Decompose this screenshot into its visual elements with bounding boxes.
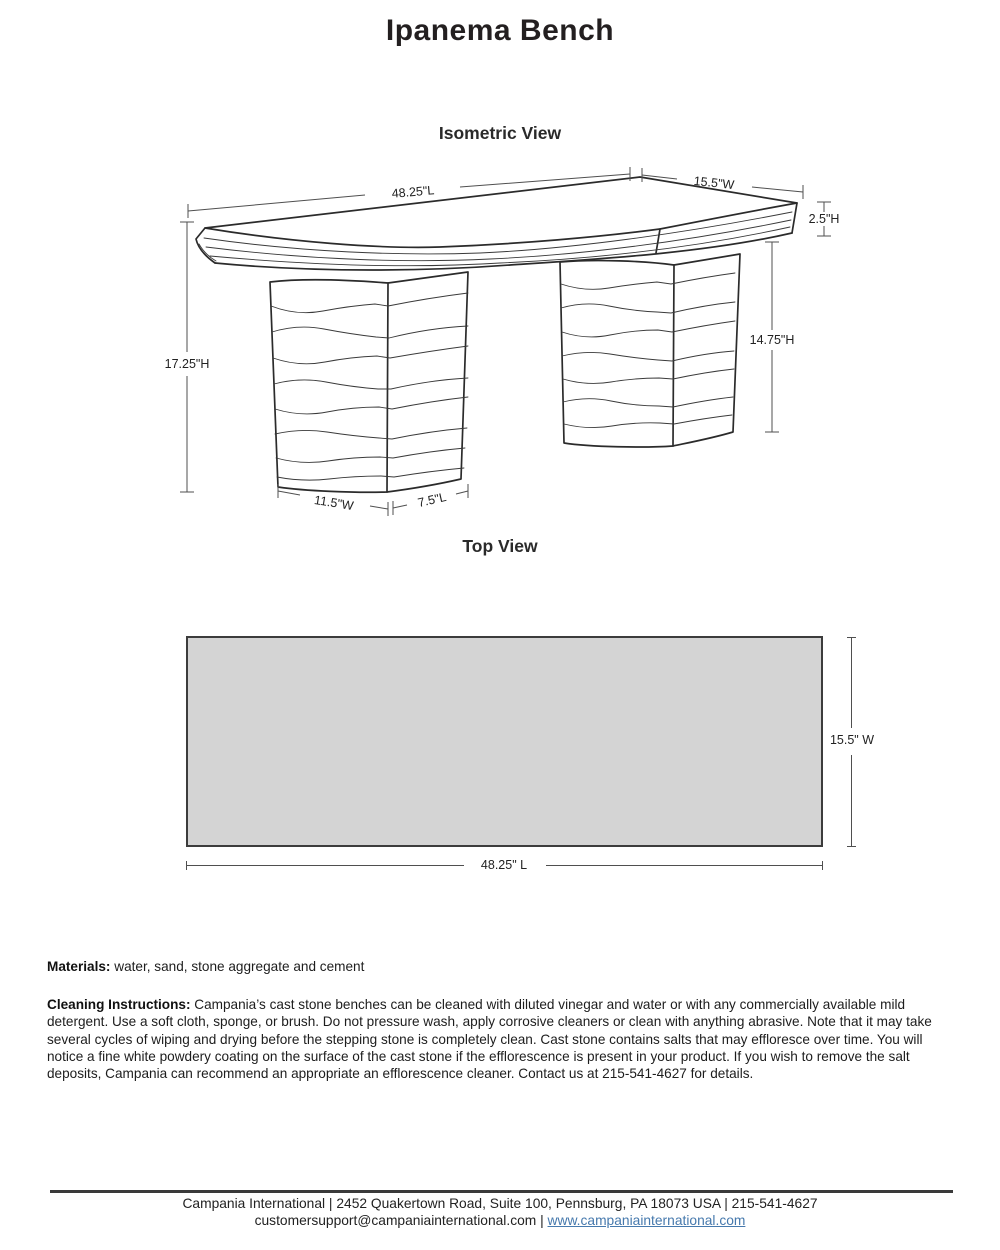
- tv-dim-length-tick-left: [186, 861, 187, 870]
- dim-width-label: 15.5"W: [693, 173, 735, 193]
- top-view-rectangle: [186, 636, 823, 847]
- tv-dim-length-line-right: [546, 865, 823, 866]
- dim-leg-height-label: 14.75"H: [749, 333, 795, 347]
- tv-dim-width-tick-bottom: [847, 846, 856, 847]
- cleaning-instructions-paragraph: [47, 996, 953, 1082]
- footer-email: customersupport@campaniainternational.com: [254, 1213, 537, 1228]
- footer-contact-line: [0, 1213, 1000, 1228]
- cleaning-instructions-label: Cleaning Instructions:: [47, 997, 191, 1012]
- dim-slab-height-label: 2.5"H: [808, 212, 840, 226]
- bench-right-leg: [560, 254, 740, 447]
- dim-total-height-17-25: [165, 222, 210, 492]
- dim-leg-width-label: 11.5"W: [313, 492, 355, 514]
- dim-total-height-label: 17.25"H: [164, 357, 210, 371]
- dim-length-label: 48.25"L: [391, 183, 435, 201]
- footer-divider: [50, 1190, 953, 1193]
- isometric-view-heading: Isometric View: [438, 123, 562, 143]
- dim-leg-length-7-5: [393, 484, 468, 515]
- page-title: Ipanema Bench: [385, 14, 615, 47]
- tv-dim-length-label: 48.25" L: [480, 858, 528, 872]
- tv-dim-length-tick-right: [822, 861, 823, 870]
- materials-text: water, sand, stone aggregate and cement: [110, 959, 365, 974]
- tv-dim-width-tick-top: [847, 637, 856, 638]
- footer-separator: |: [536, 1213, 548, 1228]
- dim-leg-height-14-75: [750, 242, 795, 432]
- bench-slab-left-endcap: [196, 228, 215, 263]
- footer-website-link[interactable]: www.campaniainternational.com: [547, 1213, 746, 1228]
- materials-paragraph: [47, 958, 953, 975]
- dim-slab-height-2-5: [809, 202, 840, 236]
- tv-dim-width-line-top: [851, 637, 852, 728]
- tv-dim-width-line-bottom: [851, 755, 852, 847]
- bench-left-leg: [270, 272, 468, 492]
- cleaning-instructions-text: Campania’s cast stone benches can be cleaned with diluted vinegar and water or with any commercially available mild detergent. Use a soft cloth, sponge, or brush. Do not pressure wash, apply corrosive cleaners or clean with anything abrasive. Note that it may take several cycles of wiping and drying before the stepping stone is completely clean. Cast stone contains salts that may effloresce over time. You will notice a fine white powdery coating on the surface of the cast stone if the efflorescence is present in your product. If you wish to remove the salt deposits, Campania can recommend an appropriate an efflorescence cleaner. Contact us at 215-541-4627 for details.: [47, 997, 932, 1082]
- isometric-drawing: [140, 150, 860, 540]
- tv-dim-width-label: 15.5" W: [829, 733, 875, 747]
- dim-leg-length-label: 7.5"L: [416, 489, 448, 511]
- top-view-heading: Top View: [462, 536, 538, 556]
- footer-address-line: Campania International | 2452 Quakertown Road, Suite 100, Pennsburg, PA 18073 USA | 215-541-4627: [182, 1196, 818, 1211]
- materials-label: Materials:: [47, 959, 111, 974]
- tv-dim-length-line-left: [186, 865, 464, 866]
